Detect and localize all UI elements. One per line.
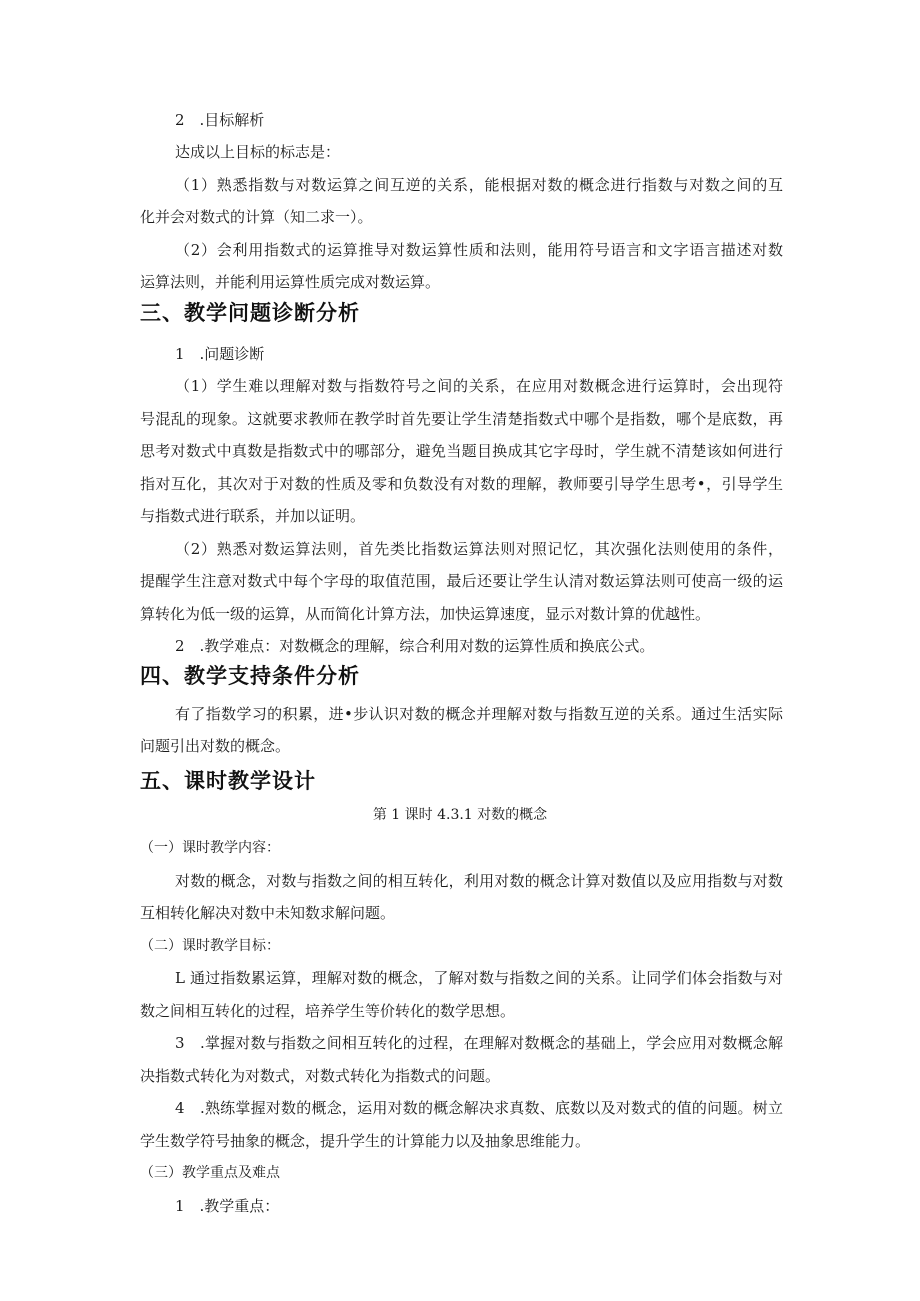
item2-line1: （2）会利用指数式的运算推导对数运算性质和法则，能用符号语言和文字语言描述对数 (175, 241, 783, 259)
section5-heading: 五、课时教学设计 (140, 769, 316, 793)
keypoints-title: （三）教学重点及难点 (140, 1165, 280, 1181)
diagnosis-p1-line5: 与指数式进行联系，并加以证明。 (140, 507, 366, 525)
goals-title: （二）课时教学目标： (140, 938, 280, 954)
diagnosis-p2-line1: （2）熟悉对数运算法则，首先类比指数运算法则对照记忆，其次强化法则使用的条件， (175, 540, 783, 558)
goal4-line1: 4 .熟练掌握对数的概念，运用对数的概念解决求真数、底数以及对数式的值的问题。树立 (175, 1099, 783, 1117)
diagnosis-p1-line1: （1）学生难以理解对数与指数符号之间的关系，在应用对数概念进行运算时，会出现符 (175, 377, 783, 395)
support-line1: 有了指数学习的积累，进•步认识对数的概念并理解对数与指数互逆的关系。通过生活实际 (175, 705, 783, 723)
diagnosis-p1-line3: 思考对数式中真数是指数式中的哪部分，避免当题目换成其它字母时，学生就不清楚该如何进行 (140, 442, 783, 460)
keypoint1-title: 1 .教学重点： (175, 1197, 280, 1215)
diagnosis-p2-line2: 提醒学生注意对数式中每个字母的取值范围，最后还要让学生认清对数运算法则可使高一级的运 (140, 572, 783, 590)
diagnosis-title: 1 .问题诊断 (175, 345, 265, 363)
goal1-line1: L 通过指数累运算，理解对数的概念，了解对数与指数之间的关系。让同学们体会指数与对 (175, 969, 783, 987)
goal1-line2: 数之间相互转化的过程，培养学生等价转化的数学思想。 (140, 1002, 516, 1020)
diagnosis-p2-line3: 算转化为低一级的运算，从而简化计算方法，加快运算速度，显示对数计算的优越性。 (140, 605, 711, 623)
sign-intro: 达成以上目标的标志是： (175, 143, 341, 161)
teaching-difficulty: 2 .教学难点：对数概念的理解，综合利用对数的运算性质和换底公式。 (175, 637, 655, 655)
goal3-line2: 决指数式转化为对数式，对数式转化为指数式的问题。 (140, 1067, 501, 1085)
lesson-title: 第 1 课时 4.3.1 对数的概念 (372, 807, 548, 823)
section4-heading: 四、教学支持条件分析 (140, 664, 360, 688)
content-line2: 互相转化解决对数中未知数求解问题。 (140, 904, 396, 922)
diagnosis-p1-line2: 号混乱的现象。这就要求教师在教学时首先要让学生清楚指数式中哪个是指数，哪个是底数，再 (140, 410, 783, 428)
section3-heading: 三、教学问题诊断分析 (140, 301, 360, 325)
item1-line1: （1）熟悉指数与对数运算之间互逆的关系，能根据对数的概念进行指数与对数之间的互 (175, 176, 783, 194)
content-title: （一）课时教学内容： (140, 840, 280, 856)
goal4-line2: 学生数学符号抽象的概念，提升学生的计算能力以及抽象思维能力。 (140, 1132, 591, 1150)
goal3-line1: 3 .掌握对数与指数之间相互转化的过程，在理解对数概念的基础上，学会应用对数概念解 (175, 1034, 783, 1052)
item1-line2: 化并会对数式的计算（知二求一）。 (140, 208, 373, 226)
diagnosis-p1-line4: 指对互化，其次对于对数的性质及零和负数没有对数的理解，教师要引导学生思考•，引导学生 (140, 475, 783, 493)
item2-line2: 运算法则，并能利用运算性质完成对数运算。 (140, 273, 441, 291)
content-line1: 对数的概念，对数与指数之间的相互转化，利用对数的概念计算对数值以及应用指数与对数 (175, 872, 783, 890)
target-analysis-title: 2 .目标解析 (175, 111, 265, 129)
support-line2: 问题引出对数的概念。 (140, 737, 291, 755)
